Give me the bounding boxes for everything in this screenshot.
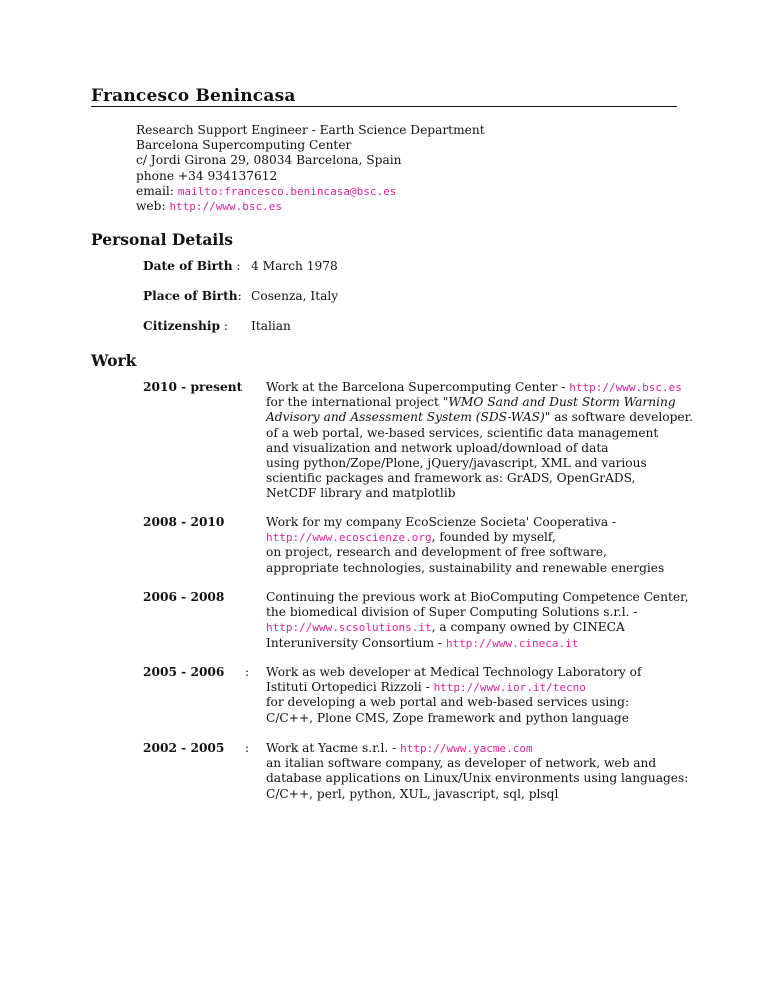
job-text: Continuing the previous work at BioComputing Competence Center, xyxy=(266,590,689,604)
job-text: for developing a web portal and web-based services using: xyxy=(266,695,630,710)
job-link[interactable]: http://www.ecoscienze.org xyxy=(266,531,432,545)
job-text: an italian software company, as developer of network, web and xyxy=(266,756,657,771)
job-description xyxy=(266,665,686,726)
job-text: of a web portal, we-based services, scientific data management xyxy=(266,425,659,440)
job-text: for the international project xyxy=(266,395,443,410)
cit-sep: : xyxy=(220,319,228,333)
job-link[interactable]: http://www.bsc.es xyxy=(569,381,682,394)
project-name: "WMO Sand and Dust Storm Warning xyxy=(442,395,676,410)
job-date: 2008 - 2010 xyxy=(143,515,225,529)
job-date: 2005 - 2006 xyxy=(143,665,225,679)
job-text: C/C++, Plone CMS, Zope framework and python language xyxy=(266,710,629,725)
pob-sep: : xyxy=(237,289,242,303)
pob-value: Cosenza, Italy xyxy=(251,289,339,303)
pob-label: Place of Birth xyxy=(143,289,238,303)
job-link[interactable]: http://www.yacme.com xyxy=(400,742,533,755)
job-description xyxy=(266,380,693,502)
job-text: using python/Zope/Plone, jQuery/javascript, XML and various xyxy=(266,456,647,471)
job-text: Work as web developer at Medical Technology Laboratory of xyxy=(266,665,642,679)
project-name: Advisory and Assessment System (SDS-WAS)" xyxy=(266,410,551,425)
dob-value: 4 March 1978 xyxy=(251,259,338,273)
work-heading: Work xyxy=(91,351,137,370)
job-text: NetCDF library and matplotlib xyxy=(266,486,456,501)
web-label: web: xyxy=(136,199,170,214)
job-description xyxy=(266,590,689,651)
job-text: scientific packages and framework as: GrADS, OpenGrADS, xyxy=(266,471,636,486)
job-text: database applications on Linux/Unix environments using languages: xyxy=(266,771,689,786)
contact-role: Research Support Engineer - Earth Science Department xyxy=(136,123,485,137)
job-text: Istituti Ortopedici Rizzoli - xyxy=(266,680,434,695)
job-colon: : xyxy=(245,741,250,755)
contact-email-row xyxy=(136,184,485,199)
contact-block xyxy=(136,123,485,214)
web-link[interactable]: http://www.bsc.es xyxy=(169,200,283,214)
contact-phone: phone +34 934137612 xyxy=(136,168,278,183)
dob-sep: : xyxy=(232,259,241,273)
email-label: email: xyxy=(136,183,178,198)
job-text: the biomedical division of Super Computing Solutions s.r.l. - xyxy=(266,605,638,620)
job-text: as software developer. xyxy=(550,410,693,425)
job-date: 2002 - 2005 xyxy=(143,741,225,755)
job-link[interactable]: http://www.ior.it/tecno xyxy=(433,681,586,695)
job-text: , founded by myself, xyxy=(431,530,556,545)
dob-label-row xyxy=(143,259,241,274)
contact-web-row xyxy=(136,199,485,214)
dob-label: Date of Birth xyxy=(143,259,233,273)
pob-label-row xyxy=(143,289,242,304)
cit-label: Citizenship xyxy=(143,319,220,333)
contact-address: c/ Jordi Girona 29, 08034 Barcelona, Spain xyxy=(136,153,402,168)
job-colon: : xyxy=(245,665,250,679)
job-text: appropriate technologies, sustainability and renewable energies xyxy=(266,560,665,575)
job-text: on project, research and development of free software, xyxy=(266,545,607,560)
cit-label-row xyxy=(143,319,228,334)
job-description xyxy=(266,741,689,802)
job-link[interactable]: http://www.scsolutions.it xyxy=(266,621,432,635)
personal-details-heading: Personal Details xyxy=(91,230,233,249)
job-text: Interuniversity Consortium - xyxy=(266,635,446,650)
job-text: and visualization and network upload/download of data xyxy=(266,440,609,455)
cit-value: Italian xyxy=(251,319,291,333)
job-text: Work at Yacme s.r.l. - xyxy=(266,741,401,755)
job-text: , a company owned by CINECA xyxy=(431,620,625,635)
job-text: Work at the Barcelona Supercomputing Center - xyxy=(266,380,570,394)
job-date: 2006 - 2008 xyxy=(143,590,225,604)
job-date: 2010 - present xyxy=(143,380,243,394)
job-description xyxy=(266,515,686,576)
job-link[interactable]: http://www.cineca.it xyxy=(445,636,579,650)
job-text: Work for my company EcoScienze Societa' Cooperativa - xyxy=(266,515,617,529)
job-text: C/C++, perl, python, XUL, javascript, sql, plsql xyxy=(266,786,559,801)
cv-name: Francesco Benincasa xyxy=(91,86,677,107)
contact-org: Barcelona Supercomputing Center xyxy=(136,138,352,153)
email-link[interactable]: mailto:francesco.benincasa@bsc.es xyxy=(177,184,397,198)
